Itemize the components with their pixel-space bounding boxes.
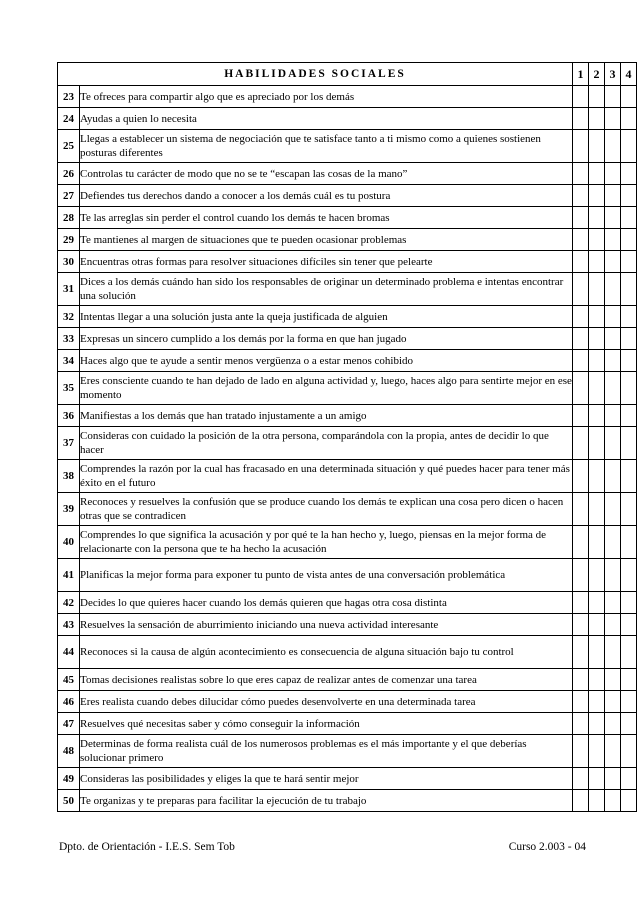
rating-cell-2[interactable] [589, 614, 605, 636]
table-row [58, 86, 637, 108]
table-row [58, 592, 637, 614]
rating-cell-1[interactable] [573, 768, 589, 790]
rating-cell-2[interactable] [589, 273, 605, 306]
rating-cell-4[interactable] [621, 460, 637, 493]
rating-cell-1[interactable] [573, 691, 589, 713]
table-row [58, 350, 637, 372]
rating-cell-3[interactable] [605, 163, 621, 185]
rating-cell-3[interactable] [605, 427, 621, 460]
table-row [58, 691, 637, 713]
rating-cell-2[interactable] [589, 185, 605, 207]
item-statement: Encuentras otras formas para resolver situaciones difíciles sin tener que pelearte [80, 251, 573, 273]
rating-cell-2[interactable] [589, 229, 605, 251]
table-row [58, 251, 637, 273]
rating-cell-1[interactable] [573, 273, 589, 306]
table-row [58, 229, 637, 251]
rating-cell-1[interactable] [573, 669, 589, 691]
rating-cell-1[interactable] [573, 372, 589, 405]
rating-cell-3[interactable] [605, 86, 621, 108]
rating-cell-4[interactable] [621, 614, 637, 636]
social-skills-table [57, 62, 637, 812]
rating-cell-1[interactable] [573, 427, 589, 460]
item-statement: Intentas llegar a una solución justa ante la queja justificada de alguien [80, 306, 573, 328]
rating-cell-1[interactable] [573, 713, 589, 735]
rating-cell-3[interactable] [605, 636, 621, 669]
rating-cell-2[interactable] [589, 350, 605, 372]
table-row [58, 108, 637, 130]
rating-cell-4[interactable] [621, 735, 637, 768]
item-statement: Reconoces si la causa de algún acontecimiento es consecuencia de alguna situación bajo tu control [80, 636, 573, 669]
table-row [58, 328, 637, 350]
item-statement: Tomas decisiones realistas sobre lo que eres capaz de realizar antes de comenzar una tarea [80, 669, 573, 691]
rating-cell-1[interactable] [573, 735, 589, 768]
item-statement: Resuelves la sensación de aburrimiento iniciando una nueva actividad interesante [80, 614, 573, 636]
rating-cell-2[interactable] [589, 328, 605, 350]
item-statement: Determinas de forma realista cuál de los numerosos problemas es el más importante y el que deberías solucionar primero [80, 735, 573, 768]
item-number: 29 [58, 229, 80, 251]
rating-cell-1[interactable] [573, 350, 589, 372]
rating-cell-3[interactable] [605, 251, 621, 273]
rating-cell-3[interactable] [605, 207, 621, 229]
item-statement: Reconoces y resuelves la confusión que se produce cuando los demás te explican una cosa pero dicen o hacen otras que se contradicen [80, 493, 573, 526]
item-statement: Comprendes la razón por la cual has fracasado en una determinada situación y qué puedes hacer para tener más éxito en el futuro [80, 460, 573, 493]
table-row [58, 735, 637, 768]
item-number: 31 [58, 273, 80, 306]
table-row [58, 493, 637, 526]
rating-cell-4[interactable] [621, 207, 637, 229]
table-row [58, 427, 637, 460]
rating-cell-2[interactable] [589, 163, 605, 185]
footer-course: Curso 2.003 - 04 [508, 841, 586, 853]
rating-cell-2[interactable] [589, 306, 605, 328]
item-statement: Consideras las posibilidades y eliges la que te hará sentir mejor [80, 768, 573, 790]
item-statement: Haces algo que te ayude a sentir menos vergüenza o a estar menos cohibido [80, 350, 573, 372]
item-number: 36 [58, 405, 80, 427]
item-number: 39 [58, 493, 80, 526]
rating-cell-1[interactable] [573, 592, 589, 614]
rating-cell-2[interactable] [589, 526, 605, 559]
item-number: 45 [58, 669, 80, 691]
rating-cell-3[interactable] [605, 108, 621, 130]
rating-cell-3[interactable] [605, 614, 621, 636]
item-number: 48 [58, 735, 80, 768]
rating-cell-3[interactable] [605, 790, 621, 812]
item-statement: Decides lo que quieres hacer cuando los demás quieren que hagas otra cosa distinta [80, 592, 573, 614]
rating-cell-1[interactable] [573, 328, 589, 350]
table-row [58, 460, 637, 493]
rating-cell-1[interactable] [573, 614, 589, 636]
item-number: 47 [58, 713, 80, 735]
rating-cell-4[interactable] [621, 790, 637, 812]
item-statement: Te ofreces para compartir algo que es apreciado por los demás [80, 86, 573, 108]
item-statement: Planificas la mejor forma para exponer tu punto de vista antes de una conversación problemática [80, 559, 573, 592]
item-number: 28 [58, 207, 80, 229]
rating-cell-4[interactable] [621, 592, 637, 614]
item-number: 32 [58, 306, 80, 328]
table-row [58, 713, 637, 735]
rating-cell-2[interactable] [589, 768, 605, 790]
item-statement: Comprendes lo que significa la acusación y por qué te la han hecho y, luego, piensas en la mejor forma de relacionarte con la persona que te ha hecho la acusación [80, 526, 573, 559]
table-row [58, 559, 637, 592]
item-statement: Expresas un sincero cumplido a los demás por la forma en que han jugado [80, 328, 573, 350]
rating-cell-3[interactable] [605, 592, 621, 614]
rating-cell-2[interactable] [589, 130, 605, 163]
rating-cell-3[interactable] [605, 306, 621, 328]
rating-cell-3[interactable] [605, 273, 621, 306]
rating-cell-4[interactable] [621, 185, 637, 207]
table-row [58, 185, 637, 207]
rating-cell-2[interactable] [589, 559, 605, 592]
item-number: 46 [58, 691, 80, 713]
item-number: 23 [58, 86, 80, 108]
table-row [58, 273, 637, 306]
rating-cell-3[interactable] [605, 130, 621, 163]
rating-cell-4[interactable] [621, 163, 637, 185]
rating-cell-2[interactable] [589, 86, 605, 108]
rating-cell-2[interactable] [589, 493, 605, 526]
rating-cell-2[interactable] [589, 372, 605, 405]
rating-cell-1[interactable] [573, 559, 589, 592]
rating-cell-4[interactable] [621, 328, 637, 350]
rating-cell-1[interactable] [573, 251, 589, 273]
rating-cell-4[interactable] [621, 405, 637, 427]
rating-cell-4[interactable] [621, 273, 637, 306]
item-statement: Defiendes tus derechos dando a conocer a los demás cuál es tu postura [80, 185, 573, 207]
rating-cell-1[interactable] [573, 790, 589, 812]
item-statement: Controlas tu carácter de modo que no se te “escapan las cosas de la mano” [80, 163, 573, 185]
item-statement: Te organizas y te preparas para facilitar la ejecución de tu trabajo [80, 790, 573, 812]
rating-cell-1[interactable] [573, 636, 589, 669]
item-statement: Te las arreglas sin perder el control cuando los demás te hacen bromas [80, 207, 573, 229]
item-number: 44 [58, 636, 80, 669]
rating-cell-1[interactable] [573, 306, 589, 328]
item-statement: Manifiestas a los demás que han tratado injustamente a un amigo [80, 405, 573, 427]
rating-cell-2[interactable] [589, 790, 605, 812]
rating-cell-1[interactable] [573, 460, 589, 493]
rating-cell-3[interactable] [605, 185, 621, 207]
rating-cell-3[interactable] [605, 526, 621, 559]
rating-cell-1[interactable] [573, 229, 589, 251]
rating-cell-3[interactable] [605, 460, 621, 493]
item-number: 37 [58, 427, 80, 460]
rating-cell-1[interactable] [573, 493, 589, 526]
rating-cell-3[interactable] [605, 735, 621, 768]
item-statement: Resuelves qué necesitas saber y cómo conseguir la información [80, 713, 573, 735]
rating-cell-1[interactable] [573, 405, 589, 427]
item-number: 25 [58, 130, 80, 163]
table-row [58, 405, 637, 427]
table-row [58, 790, 637, 812]
rating-cell-2[interactable] [589, 691, 605, 713]
rating-cell-2[interactable] [589, 592, 605, 614]
rating-cell-2[interactable] [589, 251, 605, 273]
rating-cell-2[interactable] [589, 405, 605, 427]
rating-cell-4[interactable] [621, 427, 637, 460]
rating-cell-1[interactable] [573, 86, 589, 108]
rating-cell-4[interactable] [621, 493, 637, 526]
item-statement: Dices a los demás cuándo han sido los responsables de originar un determinado problema e intentas encontrar una solución [80, 273, 573, 306]
rating-cell-4[interactable] [621, 251, 637, 273]
table-row [58, 306, 637, 328]
item-number: 24 [58, 108, 80, 130]
table-body [58, 86, 637, 812]
rating-cell-3[interactable] [605, 229, 621, 251]
table-row [58, 614, 637, 636]
table-row [58, 669, 637, 691]
rating-cell-3[interactable] [605, 493, 621, 526]
rating-cell-4[interactable] [621, 86, 637, 108]
item-number: 42 [58, 592, 80, 614]
table-row [58, 207, 637, 229]
rating-cell-4[interactable] [621, 372, 637, 405]
rating-cell-2[interactable] [589, 108, 605, 130]
item-number: 41 [58, 559, 80, 592]
rating-cell-4[interactable] [621, 691, 637, 713]
rating-cell-4[interactable] [621, 350, 637, 372]
item-number: 38 [58, 460, 80, 493]
footer-department: Dpto. de Orientación - I.E.S. Sem Tob [59, 841, 235, 853]
rating-cell-1[interactable] [573, 108, 589, 130]
rating-cell-2[interactable] [589, 460, 605, 493]
table-row [58, 130, 637, 163]
rating-cell-4[interactable] [621, 526, 637, 559]
item-statement: Eres consciente cuando te han dejado de lado en alguna actividad y, luego, haces algo para sentirte mejor en ese momento [80, 372, 573, 405]
rating-cell-4[interactable] [621, 768, 637, 790]
rating-cell-4[interactable] [621, 636, 637, 669]
rating-cell-1[interactable] [573, 130, 589, 163]
rating-cell-3[interactable] [605, 768, 621, 790]
rating-cell-3[interactable] [605, 713, 621, 735]
rating-cell-3[interactable] [605, 328, 621, 350]
item-statement: Eres realista cuando debes dilucidar cómo puedes desenvolverte en una determinada tarea [80, 691, 573, 713]
table-title: HABILIDADES SOCIALES [58, 63, 573, 86]
rating-cell-2[interactable] [589, 427, 605, 460]
rating-cell-4[interactable] [621, 306, 637, 328]
rating-cell-3[interactable] [605, 405, 621, 427]
item-statement: Ayudas a quien lo necesita [80, 108, 573, 130]
rating-cell-3[interactable] [605, 559, 621, 592]
rating-cell-2[interactable] [589, 713, 605, 735]
rating-cell-2[interactable] [589, 735, 605, 768]
table-row [58, 636, 637, 669]
rating-cell-4[interactable] [621, 559, 637, 592]
rating-cell-2[interactable] [589, 636, 605, 669]
table-row [58, 372, 637, 405]
item-number: 35 [58, 372, 80, 405]
rating-cell-4[interactable] [621, 669, 637, 691]
item-number: 27 [58, 185, 80, 207]
item-number: 30 [58, 251, 80, 273]
rating-cell-4[interactable] [621, 713, 637, 735]
scale-header-1: 1 [573, 63, 589, 86]
rating-cell-1[interactable] [573, 163, 589, 185]
rating-cell-3[interactable] [605, 669, 621, 691]
table-row [58, 163, 637, 185]
rating-cell-1[interactable] [573, 207, 589, 229]
rating-cell-3[interactable] [605, 350, 621, 372]
table-row [58, 768, 637, 790]
item-number: 26 [58, 163, 80, 185]
rating-cell-1[interactable] [573, 185, 589, 207]
rating-cell-3[interactable] [605, 372, 621, 405]
item-statement: Te mantienes al margen de situaciones que te pueden ocasionar problemas [80, 229, 573, 251]
rating-cell-3[interactable] [605, 691, 621, 713]
item-statement: Consideras con cuidado la posición de la otra persona, comparándola con la propia, antes de decidir lo que hacer [80, 427, 573, 460]
scale-header-2: 2 [589, 63, 605, 86]
rating-cell-2[interactable] [589, 207, 605, 229]
item-number: 34 [58, 350, 80, 372]
rating-cell-4[interactable] [621, 229, 637, 251]
rating-cell-2[interactable] [589, 669, 605, 691]
item-number: 49 [58, 768, 80, 790]
item-number: 33 [58, 328, 80, 350]
item-statement: Llegas a establecer un sistema de negociación que te satisface tanto a ti mismo como a quienes sostienen posturas diferentes [80, 130, 573, 163]
rating-cell-4[interactable] [621, 130, 637, 163]
rating-cell-4[interactable] [621, 108, 637, 130]
item-number: 50 [58, 790, 80, 812]
item-number: 40 [58, 526, 80, 559]
table-row [58, 526, 637, 559]
rating-cell-1[interactable] [573, 526, 589, 559]
item-number: 43 [58, 614, 80, 636]
scale-header-4: 4 [621, 63, 637, 86]
scale-header-3: 3 [605, 63, 621, 86]
